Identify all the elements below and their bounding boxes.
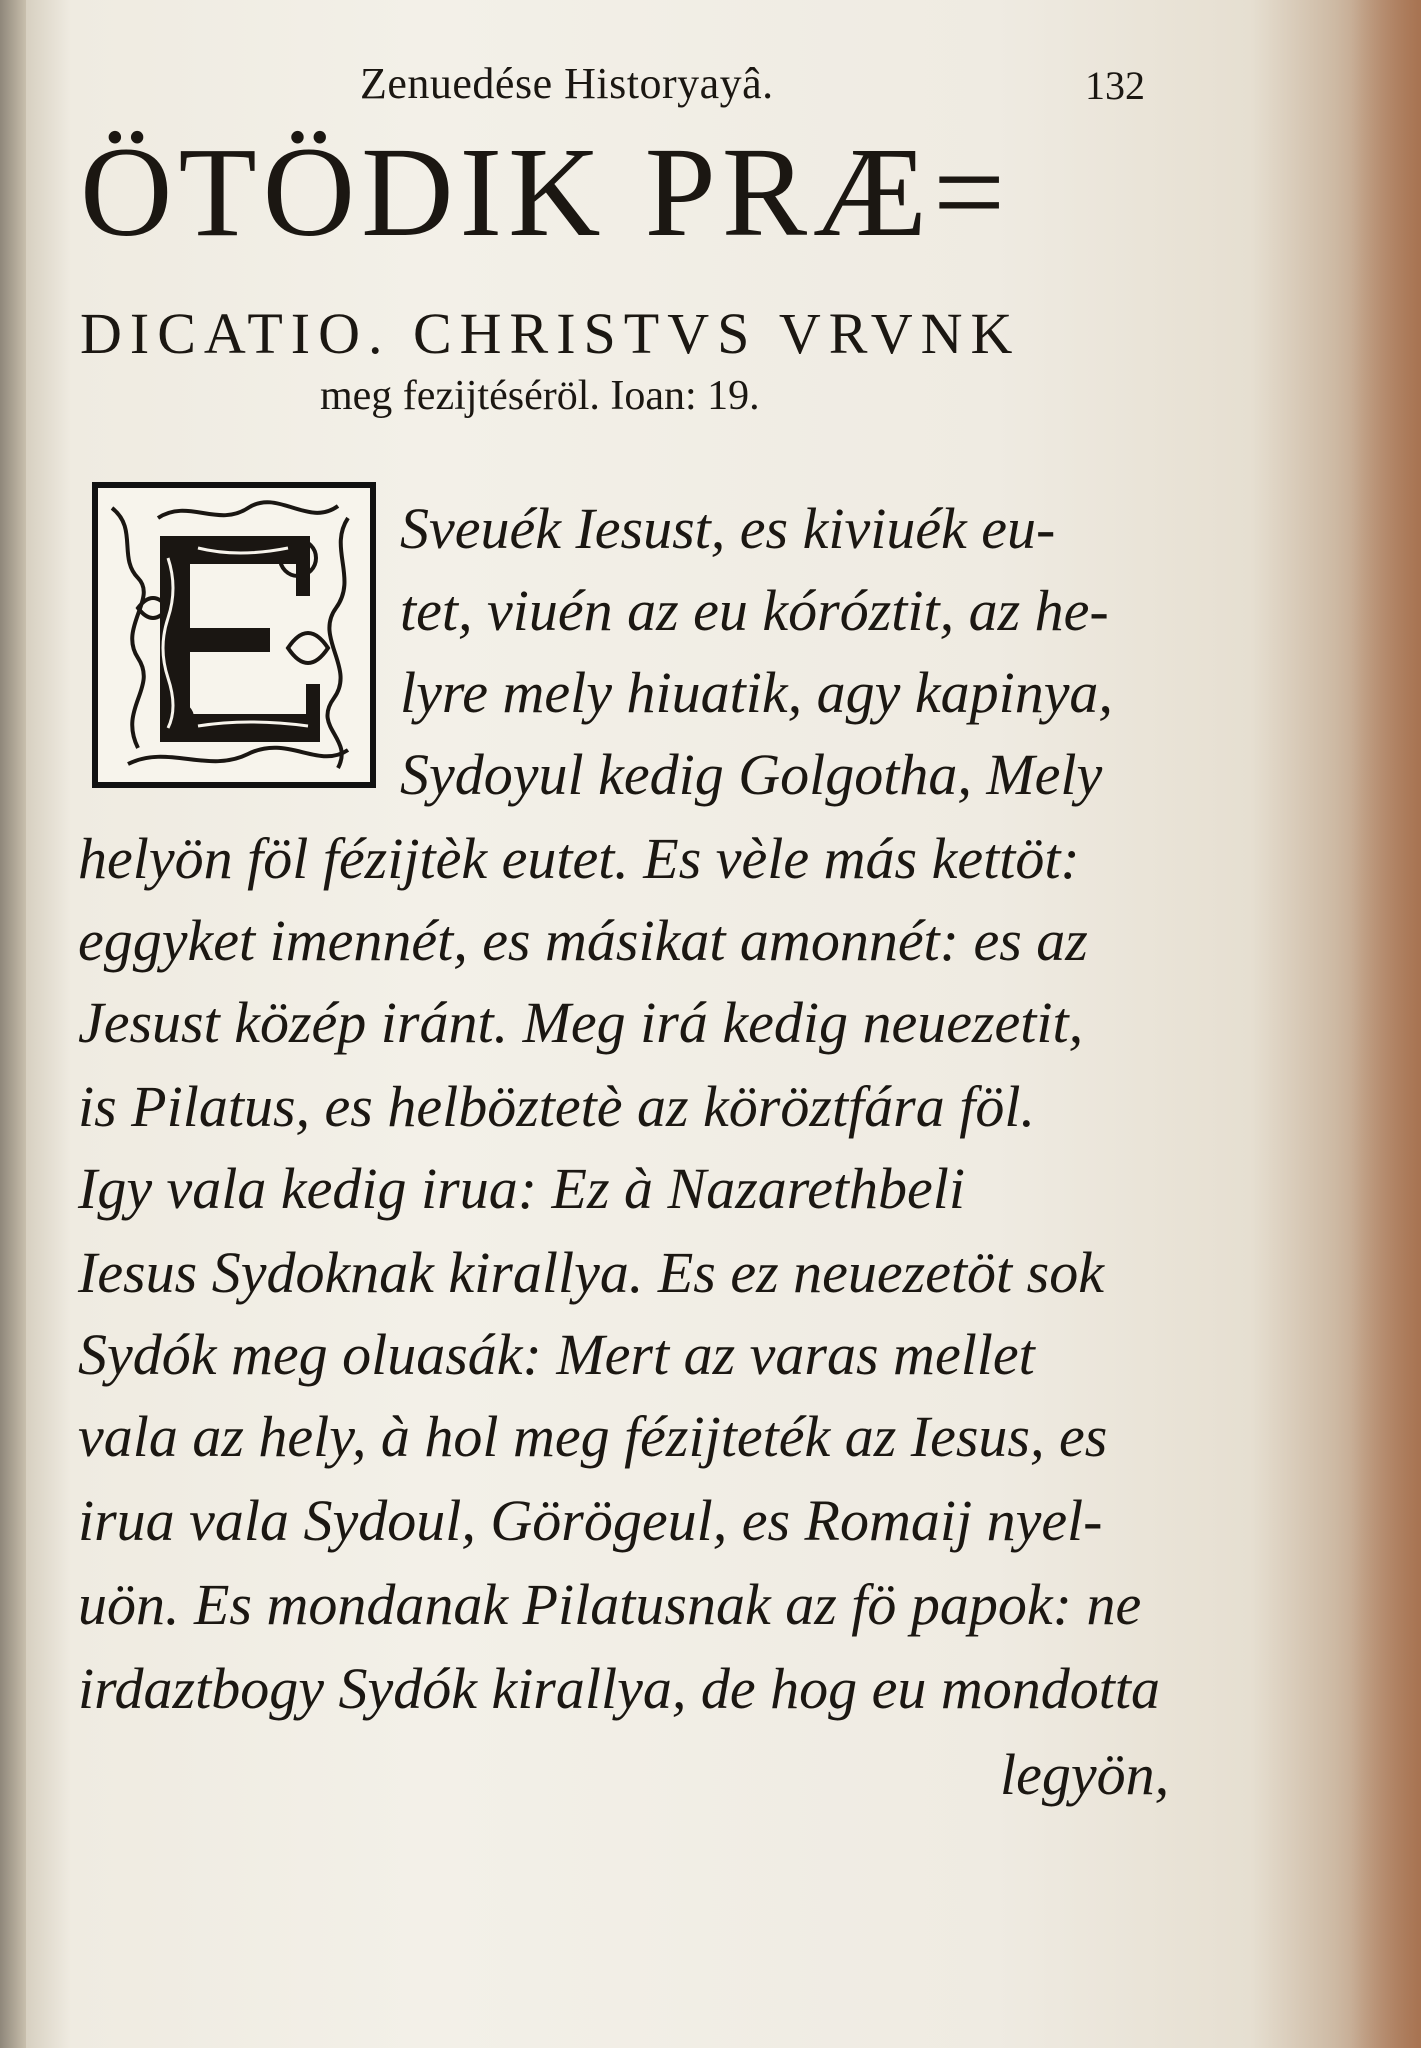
page-edge-stain bbox=[1351, 0, 1421, 2048]
title-line-3: meg fezijtéséröl. Ioan: 19. bbox=[320, 373, 760, 419]
body-line: Iesus Sydoknak kirallya. Es ez neuezetöt sok bbox=[78, 1240, 1104, 1305]
body-line: tet, viuén az eu kóróztit, az he- bbox=[400, 578, 1109, 643]
body-line: Sydók meg oluasák: Mert az varas mellet bbox=[78, 1322, 1035, 1387]
body-line: lyre mely hiuatik, agy kapinya, bbox=[400, 660, 1113, 725]
body-line: uön. Es mondanak Pilatusnak az fö papok: ne bbox=[78, 1572, 1142, 1637]
body-line: irdaztbogy Sydók kirallya, de hog eu mondotta bbox=[78, 1656, 1160, 1721]
body-line: eggyket imennét, es másikat amonnét: es az bbox=[78, 908, 1088, 973]
page-number: 132 bbox=[1085, 63, 1145, 108]
title-line-2: DICATIO. CHRISTVS VRVNK bbox=[80, 301, 1021, 366]
body-line: is Pilatus, es helböztetè az köröztfára föl. bbox=[78, 1074, 1035, 1139]
body-line: helyön föl fézijtèk eutet. Es vèle más kettöt: bbox=[78, 826, 1080, 891]
body-line: legyön, bbox=[1000, 1742, 1170, 1807]
body-line: Jesust közép iránt. Meg irá kedig neuezetit, bbox=[78, 990, 1084, 1055]
page-binding-shadow bbox=[0, 0, 26, 2048]
body-line: Sveuék Iesust, es kiviuék eu- bbox=[400, 496, 1056, 561]
body-line: irua vala Sydoul, Görögeul, es Romaij nyel- bbox=[78, 1488, 1103, 1553]
body-line: Sydoyul kedig Golgotha, Mely bbox=[400, 742, 1103, 807]
title-line-1: ÖTÖDIK PRÆ= bbox=[80, 121, 1012, 263]
running-head: Zenuedése Historyayâ. bbox=[360, 59, 774, 108]
body-line: vala az hely, à hol meg fézijteték az Iesus, es bbox=[78, 1404, 1108, 1469]
decorated-initial-e-icon bbox=[92, 482, 376, 788]
body-line: Igy vala kedig irua: Ez à Nazarethbeli bbox=[78, 1156, 966, 1221]
